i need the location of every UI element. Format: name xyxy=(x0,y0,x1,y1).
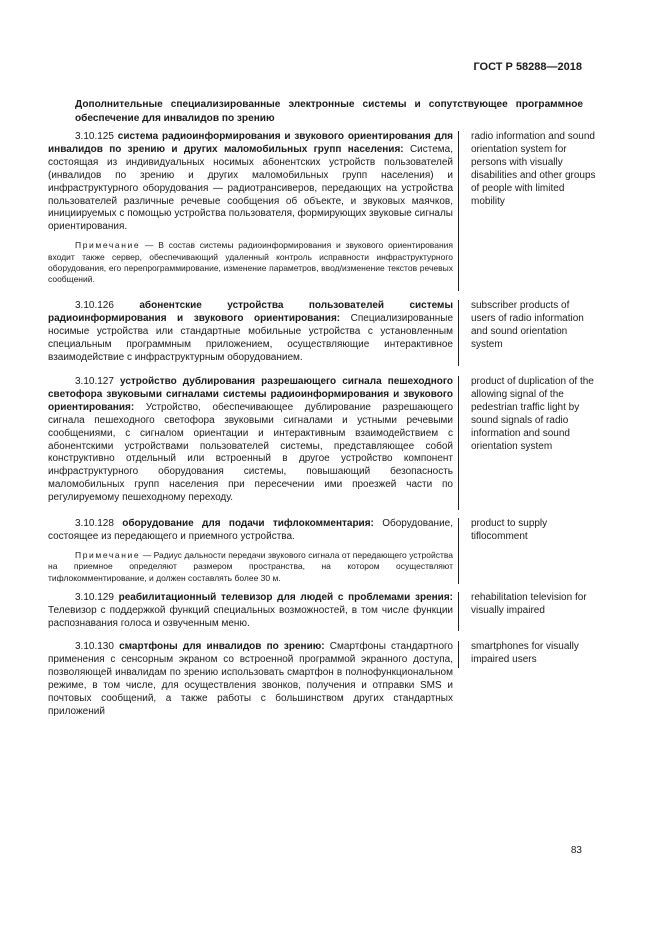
note-label: Примечание xyxy=(75,549,141,560)
term-title: устройство дублирования разрешающего сигнала пешеходного светофора звуковыми сигналами системы радиоинформирования и звукового ориентирования: xyxy=(48,376,453,413)
term-title: смартфоны для инвалидов по зрению: xyxy=(119,641,325,652)
term-definition: Смартфоны стандартного применения с сенсорным экраном со встроенной программой экранного доступа, позволяющей инвалидам по зрению использовать смартфон в полнофункциональном режиме, в том числе, для осуществления звонков, получения и отправки SMS и почтовых сообщений, а также работы с большинством других стандартных приложений xyxy=(48,641,453,717)
term-english: radio information and sound orientation system for persons with visually disabilities and other groups of people with limited mobility xyxy=(471,131,596,207)
column-divider xyxy=(458,376,459,510)
note-text: — В состав системы радиоинформирования и звукового ориентирования входит также сервер, обеспечивающий удаленный контроль исправности инфраструктурного оборудования, его перепрограммирование, изменение параметров, ввод/изменение текстов речевых сообщений. xyxy=(48,240,453,285)
column-divider xyxy=(458,300,459,366)
page-number: 83 xyxy=(570,845,582,856)
note-label: Примечание xyxy=(75,240,141,251)
column-divider xyxy=(458,131,459,291)
section-title: Дополнительные специализированные электронные системы и сопутствующее программное обеспечение для инвалидов по зрению xyxy=(75,99,583,124)
term-number: 3.10.126 xyxy=(75,300,114,311)
term-number: 3.10.127 xyxy=(75,376,114,387)
term-english: smartphones for visually impaired users xyxy=(471,641,579,665)
term-russian xyxy=(48,518,453,584)
term-title: реабилитационный телевизор для людей с проблемами зрения: xyxy=(118,592,453,603)
term-russian xyxy=(48,592,453,631)
term-russian xyxy=(48,300,453,365)
column-divider xyxy=(458,518,459,584)
term-title: оборудование для подачи тифлокомментария: xyxy=(122,518,374,529)
note-text: — Радиус дальности передачи звукового сигнала от передающего устройства на приемное определяют размером пространства, на котором осуществляют тифлокомментирование, и должен составлять более 30 м. xyxy=(48,549,453,583)
term-definition: Система, состоящая из индивидуальных носимых абонентских устройств пользователей (инвалидов по зрению и других маломобильных групп населения) и инфраструктурного оборудования — радиотрансиверов, передающих на устройства пользователей различные речевые сообщения об объекте, и звуковых маячков, инициируемых с помощью устройства пользователя, формирующих звуковые сигналы ориентирования. xyxy=(48,143,454,233)
term-definition: Специализированные носимые устройства или стандартные мобильные устройства с установленным специальным программным приложением, осуществляющие интерактивное взаимодействие с инфраструктурным оборудованием. xyxy=(48,312,454,363)
term-english: product to supply tiflocomment xyxy=(471,518,548,542)
term-english: product of duplication of the allowing signal of the pedestrian traffic light by sound signals of radio information and sound orientation system xyxy=(471,376,594,452)
term-russian xyxy=(48,376,453,505)
term-number: 3.10.130 xyxy=(75,641,114,652)
term-note xyxy=(48,550,453,584)
standard-number: ГОСТ Р 58288—2018 xyxy=(473,61,582,73)
column-divider xyxy=(458,592,459,631)
term-number: 3.10.125 xyxy=(75,131,114,142)
term-title: абонентские устройства пользователей системы радиоинформирования и звукового ориентирования: xyxy=(48,300,453,324)
term-russian xyxy=(48,641,453,718)
term-title: система радиоинформирования и звукового ориентирования для инвалидов по зрению и других маломобильных групп населения: xyxy=(48,131,454,155)
term-number: 3.10.129 xyxy=(75,592,114,603)
column-divider xyxy=(458,641,459,668)
term-definition: Оборудование, состоящее из передающего и приемного устройства. xyxy=(48,518,453,542)
term-english: rehabilitation television for visually impaired xyxy=(471,592,587,616)
term-note xyxy=(48,240,453,286)
term-english: subscriber products of users of radio information and sound orientation system xyxy=(471,300,584,350)
term-number: 3.10.128 xyxy=(75,518,114,529)
term-definition: Устройство, обеспечивающее дублирование разрешающего сигнала пешеходного светофора звуковыми сигналами и устными речевыми сообщениями, с сигналом ориентации и интерактивным взаимодействием с абонентскими устройствами пользователей системы, представляющее собой конструктивно отдельный или встроенный в другое устройство компонент инфраструктурного оборудования системы, повышающий безопасность маломобильных групп населения при пересечении ими проезжей части по регулируемому пешеходному переходу. xyxy=(48,401,454,504)
term-russian xyxy=(48,131,453,286)
term-definition: Телевизор с поддержкой функций специальных возможностей, в том числе функции распознавания голоса и озвученным меню. xyxy=(48,604,453,629)
